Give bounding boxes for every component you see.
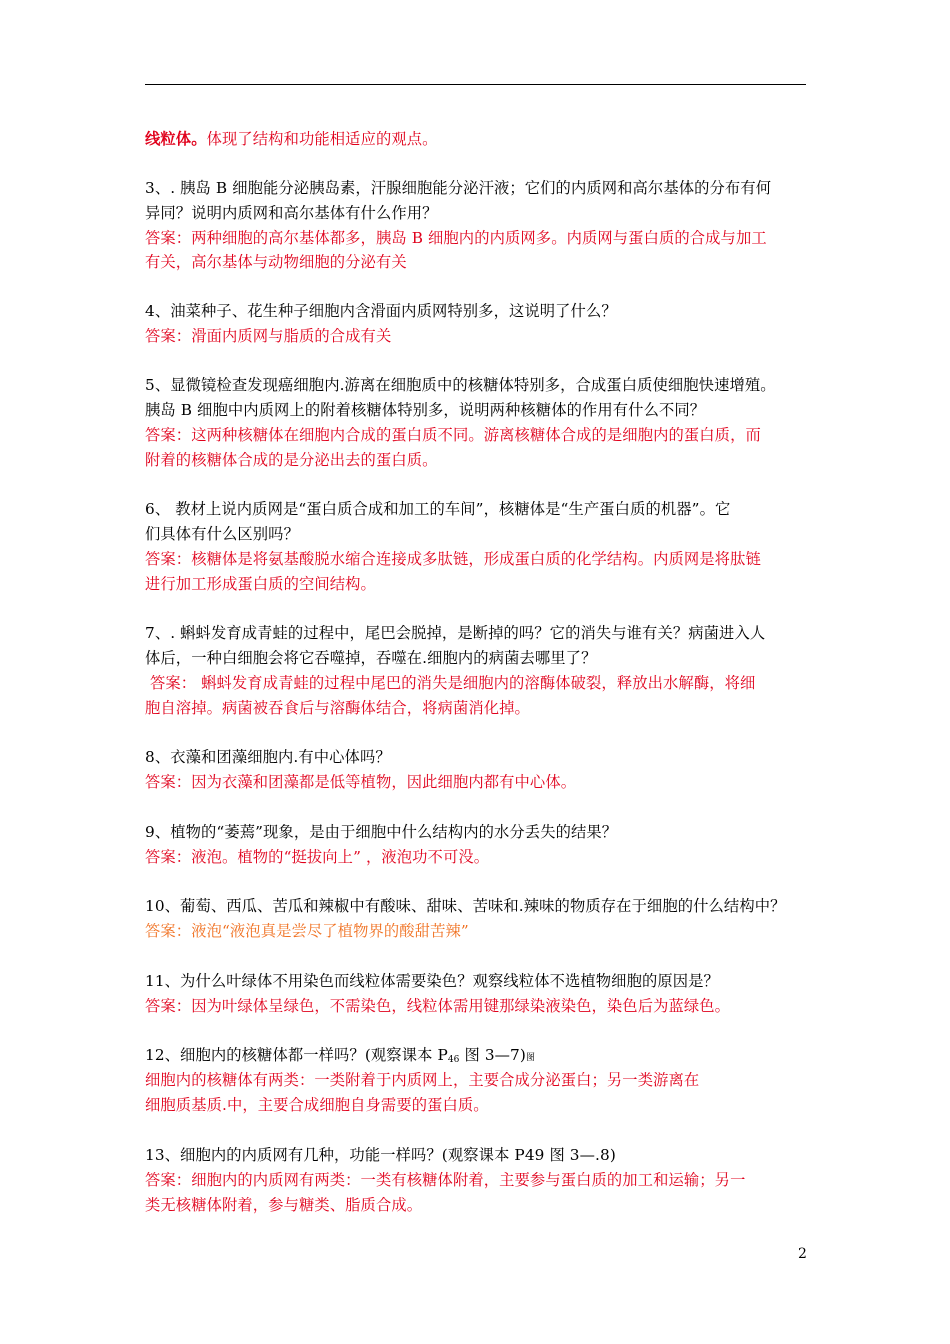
q13-question-line1: 13、细胞内的内质网有几种，功能一样吗？(观察课本 P49 图 3—.8) [145, 1146, 616, 1164]
q12-question-sub: 46 [447, 1055, 460, 1065]
q10-question-line1: 10、葡萄、西瓜、苦瓜和辣椒中有酸味、甜味、苦味和.辣味的物质存在于细胞的什么结构中？ [145, 897, 786, 915]
intro-rest: 体现了结构和功能相适应的观点。 [206, 130, 438, 148]
q7-question-line1: 7、. 蝌蚪发育成青蛙的过程中，尾巴会脱掉，是断掉的吗？它的消失与谁有关？病菌进入人 [145, 624, 766, 642]
q3-answer-line1: 答案：两种细胞的高尔基体都多，胰岛 B 细胞内的内质网多。内质网与蛋白质的合成与加工 [145, 229, 767, 247]
q3-question-line1: 3、. 胰岛 B 细胞能分泌胰岛素，汗腺细胞能分泌汗液；它们的内质网和高尔基体的分布有何 [145, 179, 772, 197]
q5-question-line2: 胰岛 B 细胞中内质网上的附着核糖体特别多，说明两种核糖体的作用有什么不同？ [145, 401, 706, 419]
q8-question-line1: 8、衣藻和团藻细胞内.有中心体吗？ [145, 748, 391, 766]
q5-answer-line1: 答案：这两种核糖体在细胞内合成的蛋白质不同。游离核糖体合成的是细胞内的蛋白质，而 [145, 426, 761, 444]
q6-answer-line2: 进行加工形成蛋白质的空间结构。 [145, 575, 376, 593]
q7-answer-line1: 答案： 蝌蚪发育成青蛙的过程中尾巴的消失是细胞内的溶酶体破裂，释放出水解酶，将细 [145, 674, 756, 692]
q6-question-line2: 们具体有什么区别吗？ [145, 525, 299, 543]
q12-answer-line2: 细胞质基质.中，主要合成细胞自身需要的蛋白质。 [145, 1096, 489, 1114]
q3-question-line2: 异同？说明内质网和高尔基体有什么作用？ [145, 204, 438, 222]
q12-answer-line1: 细胞内的核糖体有两类：一类附着于内质网上，主要合成分泌蛋白；另一类游离在 [145, 1071, 700, 1089]
q5-answer-line2: 附着的核糖体合成的是分泌出去的蛋白质。 [145, 451, 438, 469]
q13-answer-line2: 类无核糖体附着，参与糖类、脂质合成。 [145, 1196, 423, 1214]
header-rule [145, 84, 806, 85]
intro-bold: 线粒体。 [145, 130, 207, 148]
q6-answer-line1: 答案：核糖体是将氨基酸脱水缩合连接成多肽链，形成蛋白质的化学结构。内质网是将肽链 [145, 550, 761, 568]
q12-question-small: 图 [525, 1053, 536, 1063]
intro-line [145, 127, 438, 151]
q13-answer-line1: 答案：细胞内的内质网有两类：一类有核糖体附着，主要参与蛋白质的加工和运输；另一 [145, 1171, 746, 1189]
q4-answer-line1: 答案：滑面内质网与脂质的合成有关 [145, 327, 392, 345]
q9-question-line1: 9、植物的“萎蔫”现象，是由于细胞中什么结构内的水分丢失的结果？ [145, 823, 618, 841]
q11-question-line1: 11、为什么叶绿体不用染色而线粒体需要染色？观察线粒体不选植物细胞的原因是？ [145, 972, 719, 990]
q5-question-line1: 5、显微镜检查发现癌细胞内.游离在细胞质中的核糖体特别多，合成蛋白质使细胞快速增殖。 [145, 376, 776, 394]
page-number: 2 [798, 1246, 807, 1262]
q3-answer-line2: 有关，高尔基体与动物细胞的分泌有关 [145, 253, 407, 271]
q4-question-line1: 4、油菜种子、花生种子细胞内含滑面内质网特别多，这说明了什么？ [145, 302, 617, 320]
q7-question-line2: 体后，一种白细胞会将它吞噬掉，吞噬在.细胞内的病菌去哪里了？ [145, 649, 597, 667]
q6-question-line1: 6、 教材上说内质网是“蛋白质合成和加工的车间”，核糖体是“生产蛋白质的机器”。它 [145, 500, 731, 518]
q7-answer-line2: 胞自溶掉。病菌被吞食后与溶酶体结合，将病菌消化掉。 [145, 699, 530, 717]
q11-answer-line1: 答案：因为叶绿体呈绿色，不需染色，线粒体需用键那绿染液染色，染色后为蓝绿色。 [145, 997, 731, 1015]
q8-answer-line1: 答案：因为衣藻和团藻都是低等植物，因此细胞内都有中心体。 [145, 773, 577, 791]
q9-answer-line1: 答案：液泡。植物的“挺拔向上” ，液泡功不可没。 [145, 848, 490, 866]
q12-question-post: 图 3—7) [459, 1046, 526, 1064]
q12-question-pre: 12、细胞内的核糖体都一样吗？(观察课本 P [145, 1046, 448, 1064]
q10-answer-line1: 答案：液泡“液泡真是尝尽了植物界的酸甜苦辣” [145, 922, 469, 940]
